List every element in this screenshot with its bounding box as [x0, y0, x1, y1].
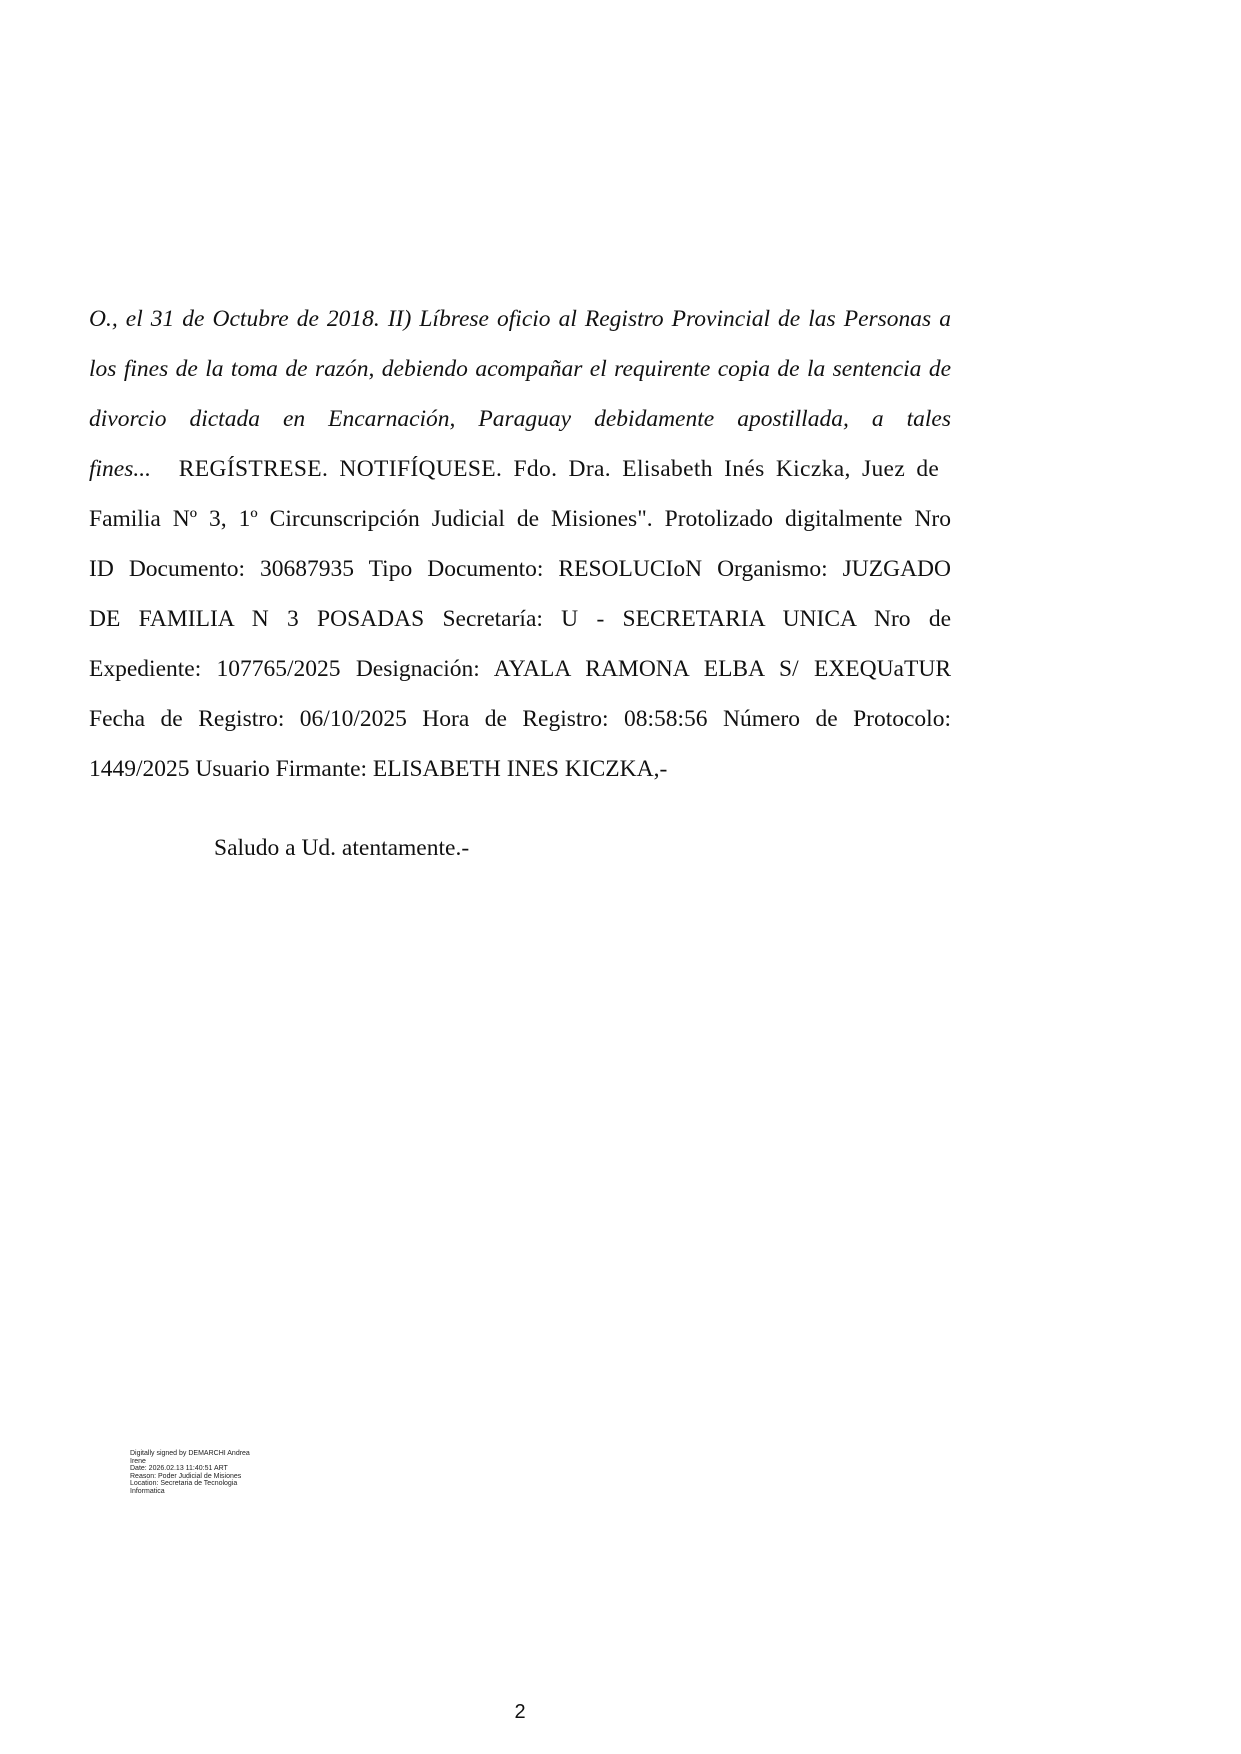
signature-line: Irene	[130, 1457, 146, 1465]
body-line-6: ID Documento: 30687935 Tipo Documento: RESOLUCIoN Organismo: JUZGADO	[89, 556, 951, 582]
body-line-10: 1449/2025 Usuario Firmante: ELISABETH INES KICZKA,-	[89, 756, 668, 782]
signature-line: Digitally signed by DEMARCHI Andrea	[130, 1450, 250, 1457]
body-line-5: Familia Nº 3, 1º Circunscripción Judicial de Misiones". Protolizado digitalmente Nro	[89, 506, 951, 532]
signature-line: Date: 2026.02.13 11:40:51 ART	[130, 1465, 228, 1473]
body-line-3: divorcio dictada en Encarnación, Paraguay debidamente apostillada, a tales	[89, 406, 951, 432]
digital-signature-block	[130, 1450, 250, 1496]
signature-line: Location: Secretaria de Tecnologia	[130, 1480, 238, 1488]
body-line-7: DE FAMILIA N 3 POSADAS Secretaría: U - SECRETARIA UNICA Nro de	[89, 606, 951, 632]
body-line-4-roman: REGÍSTRESE. NOTIFÍQUESE. Fdo. Dra. Elisabeth Inés Kiczka, Juez de	[178, 456, 940, 482]
body-line-4	[89, 454, 951, 484]
body-line-8: Expediente: 107765/2025 Designación: AYALA RAMONA ELBA S/ EXEQUaTUR	[89, 656, 951, 682]
body-line-9: Fecha de Registro: 06/10/2025 Hora de Registro: 08:58:56 Número de Protocolo:	[89, 706, 951, 732]
signature-line: Informatica	[130, 1487, 165, 1495]
body-line-2: los fines de la toma de razón, debiendo acompañar el requirente copia de la sentencia de	[89, 356, 951, 382]
signature-line: Reason: Poder Judicial de Misiones	[130, 1472, 242, 1480]
body-line-1: O., el 31 de Octubre de 2018. II) Líbrese oficio al Registro Provincial de las Personas a	[89, 306, 951, 332]
page-number: 2	[514, 1701, 526, 1723]
body-line-4-italic: fines...	[89, 456, 152, 482]
closing-salutation: Saludo a Ud. atentamente.-	[214, 835, 470, 861]
